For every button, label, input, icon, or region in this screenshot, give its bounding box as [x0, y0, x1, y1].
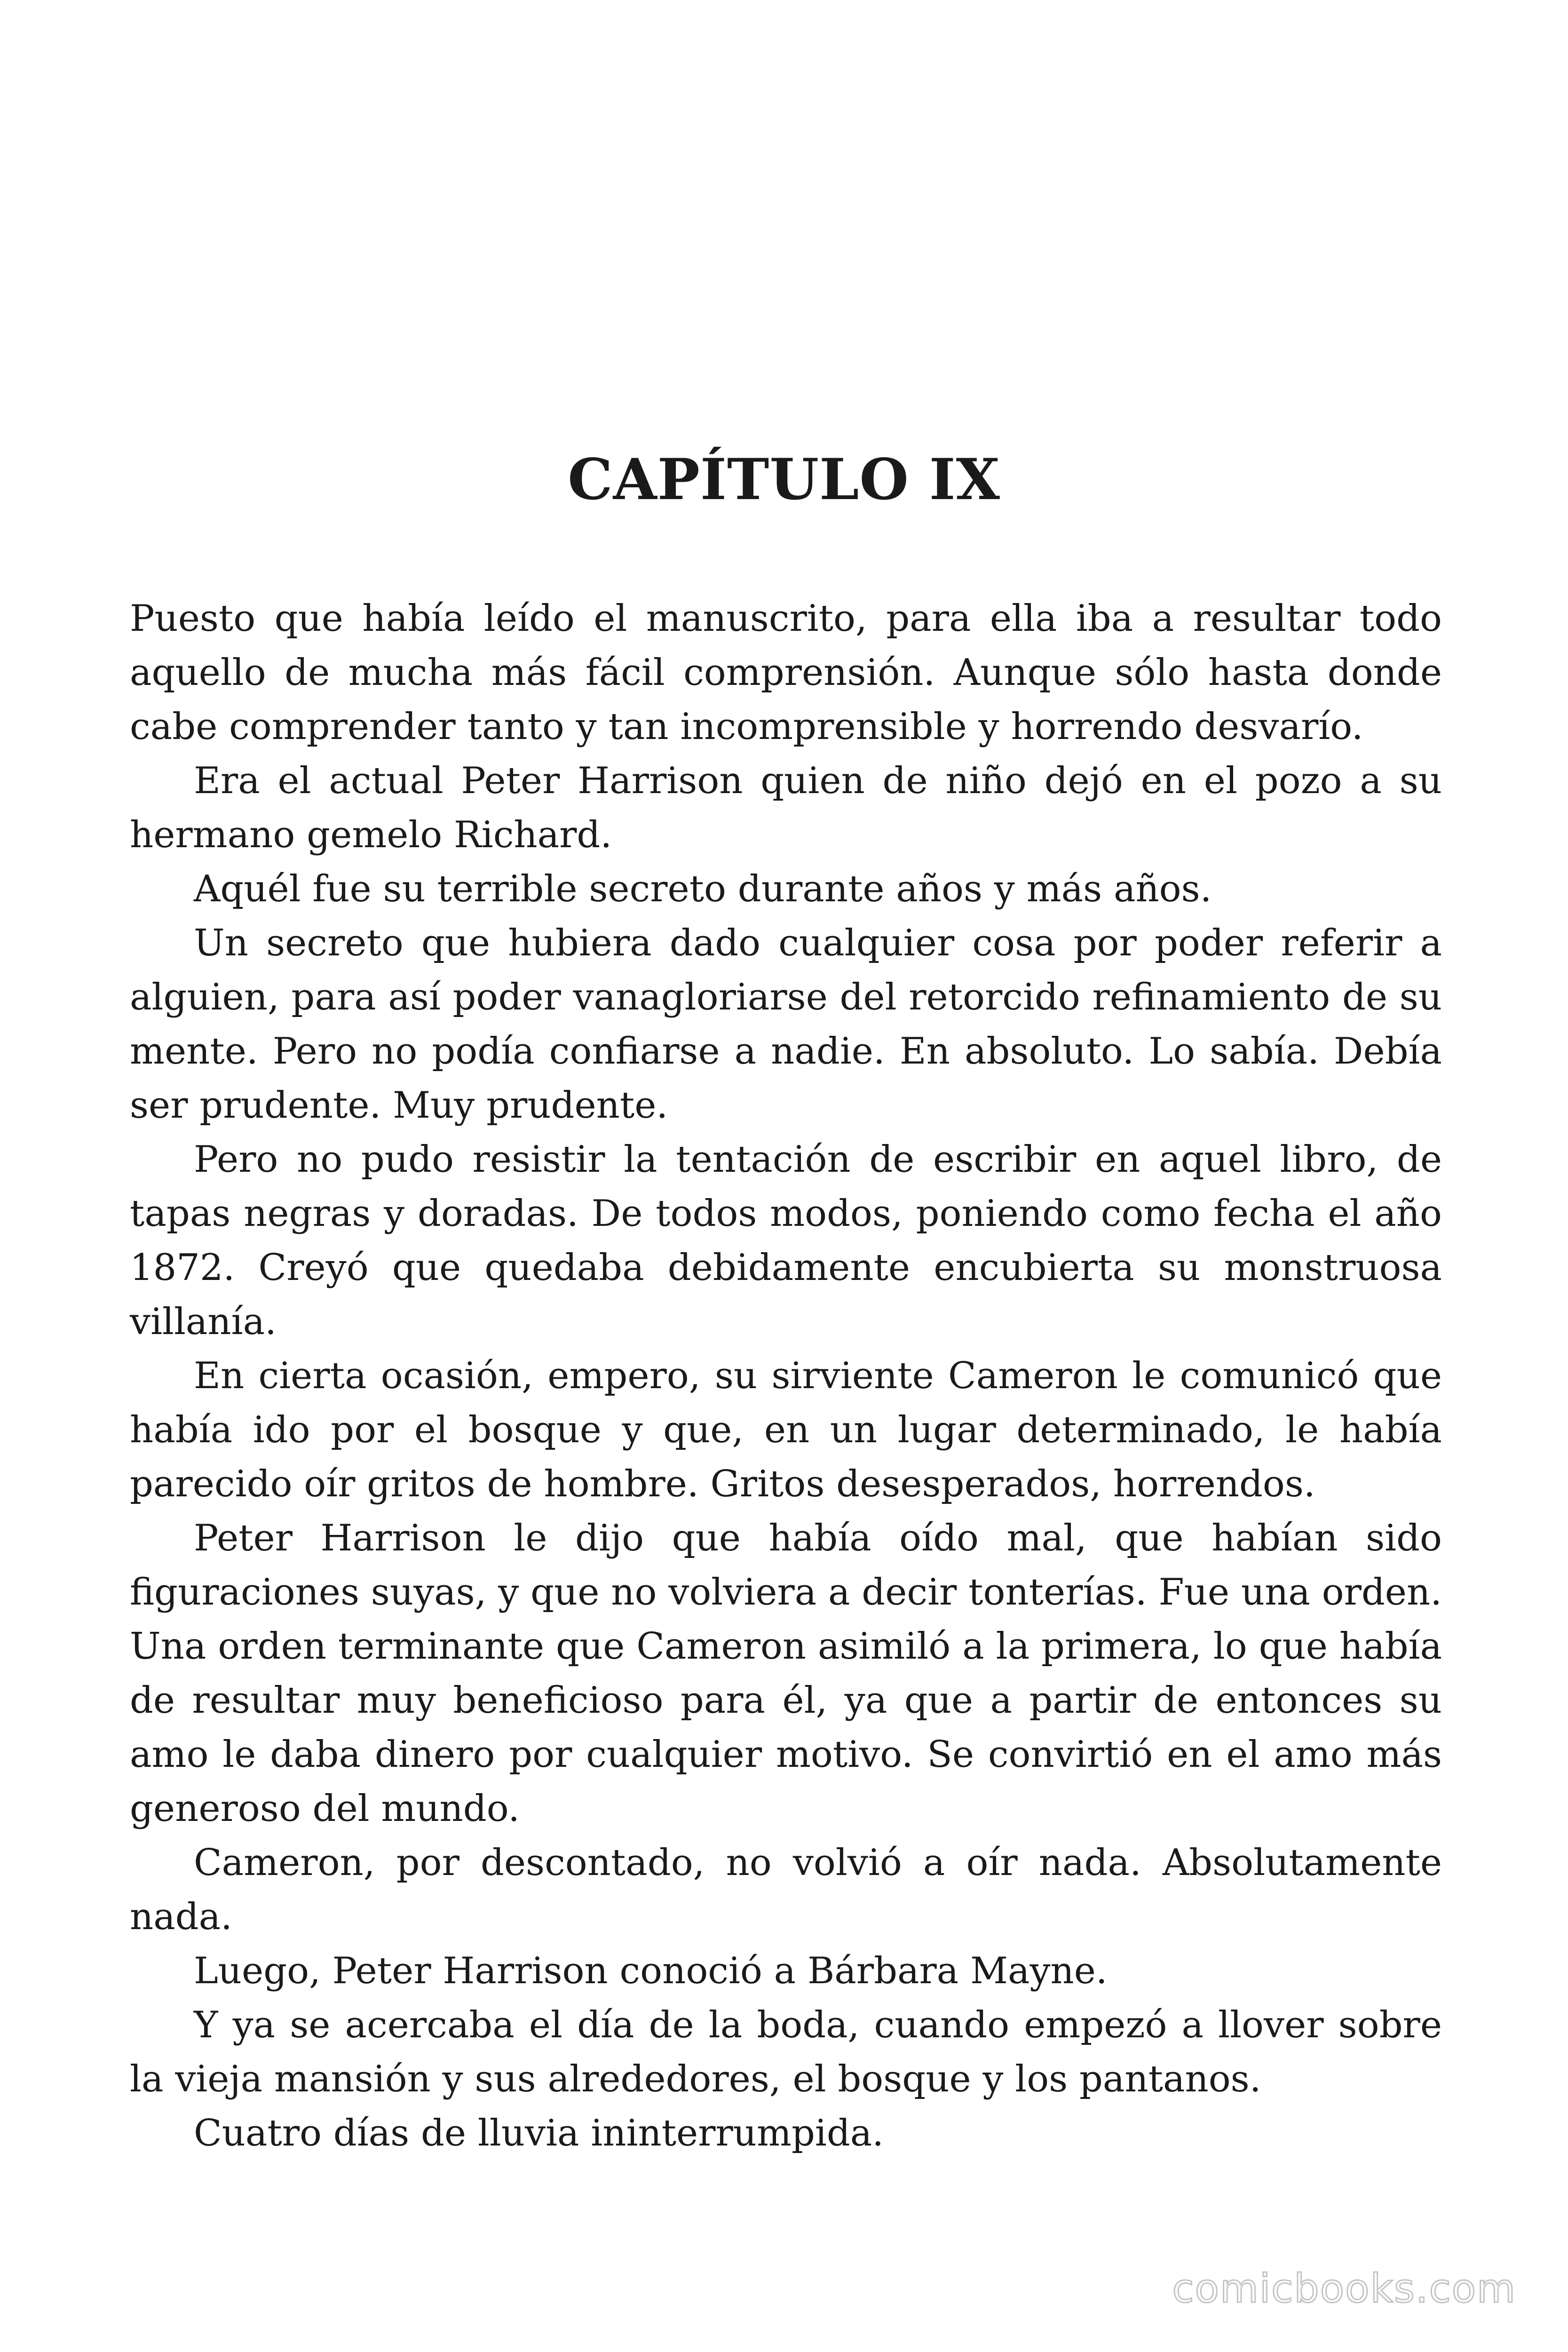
paragraph: Aquél fue su terrible secreto durante años y más años.: [194, 868, 1212, 910]
paragraph: Cuatro días de lluvia ininterrumpida.: [194, 2112, 884, 2154]
paragraph: Puesto que había leído el manuscrito, para ella iba a resultar todo aquello de mucha más fácil comprensión. Aunque sólo hasta donde cabe comprender tanto y tan incomprensible y horrendo desvarío.: [130, 597, 1442, 748]
paragraph: Y ya se acercaba el día de la boda, cuando empezó a llover sobre la vieja mansión y sus alrededores, el bosque y los pantanos.: [130, 2004, 1442, 2100]
watermark: comicbooks.com: [1172, 2265, 1516, 2312]
paragraph: Pero no pudo resistir la tentación de escribir en aquel libro, de tapas negras y doradas. De todos modos, poniendo como fecha el año 1872. Creyó que quedaba debidamente encubierta su monstruosa villanía.: [130, 1138, 1442, 1343]
paragraph: Cameron, por descontado, no volvió a oír nada. Absolutamente nada.: [130, 1842, 1442, 1938]
paragraph: Un secreto que hubiera dado cualquier cosa por poder referir a alguien, para así poder vanagloriarse del retorcido refinamiento de su mente. Pero no podía confiarse a nadie. En absoluto. Lo sabía. Debía ser prudente. Muy prudente.: [130, 922, 1442, 1127]
paragraph: En cierta ocasión, empero, su sirviente Cameron le comunicó que había ido por el bosque y que, en un lugar determinado, le había parecido oír gritos de hombre. Gritos desesperados, horrendos.: [130, 1355, 1442, 1505]
paragraph: Era el actual Peter Harrison quien de niño dejó en el pozo a su hermano gemelo Richard.: [130, 760, 1442, 856]
chapter-title: CAPÍTULO IX: [568, 446, 1000, 513]
paragraph: Luego, Peter Harrison conoció a Bárbara Mayne.: [194, 1950, 1108, 1992]
chapter-body: [130, 592, 1442, 2161]
paragraph: Peter Harrison le dijo que había oído mal, que habían sido figuraciones suyas, y que no volviera a decir tonterías. Fue una orden. Una orden terminante que Cameron asimiló a la primera, lo que había de resultar muy beneficioso para él, ya que a partir de entonces su amo le daba dinero por cualquier motivo. Se convirtió en el amo más generoso del mundo.: [130, 1517, 1442, 1830]
